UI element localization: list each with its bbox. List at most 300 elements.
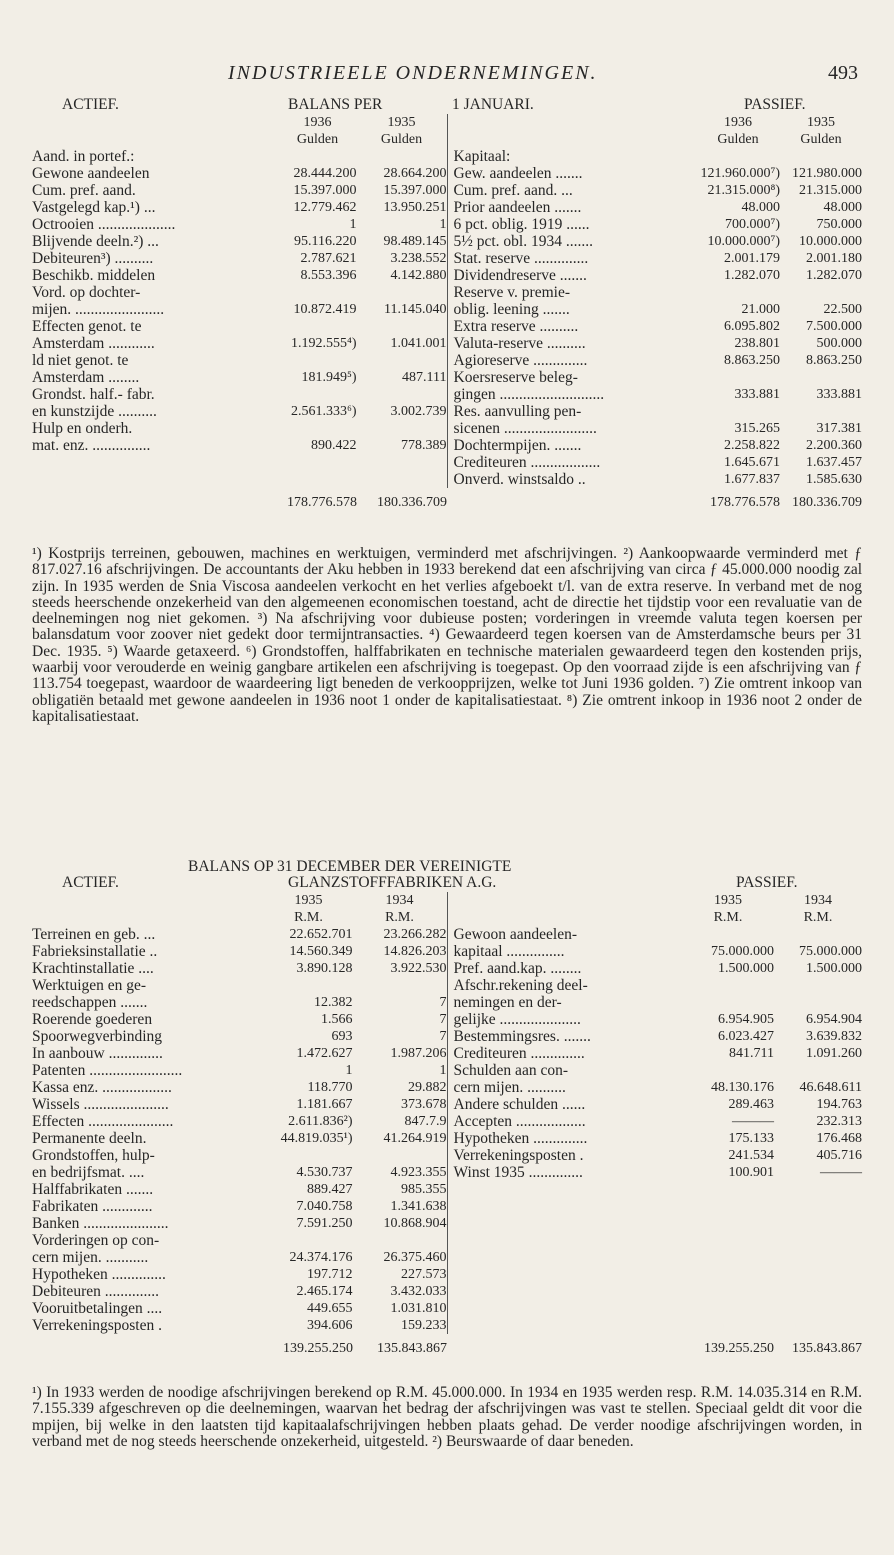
unit-header xyxy=(32,131,447,148)
value-previous: 1 xyxy=(439,1063,447,1078)
row-label: Amsterdam ........ xyxy=(32,369,140,386)
value-previous: 405.716 xyxy=(816,1148,862,1163)
balance-row xyxy=(448,267,863,284)
value-current: 3.890.128 xyxy=(296,961,353,976)
value-previous: 46.648.611 xyxy=(799,1080,862,1095)
value-previous: 487.111 xyxy=(402,370,447,385)
row-label: Extra reserve .......... xyxy=(453,318,579,335)
row-label: Vord. op dochter- xyxy=(32,284,141,301)
value-current: 1.645.671 xyxy=(724,455,780,470)
total-value: 135.843.867 xyxy=(792,1341,862,1356)
value-previous: 4.142.880 xyxy=(390,268,447,283)
value-previous: 6.954.904 xyxy=(806,1012,862,1027)
total-value: 178.776.578 xyxy=(287,495,357,510)
value-current: 48.000 xyxy=(741,200,780,215)
value-current: 4.530.737 xyxy=(296,1165,353,1180)
balance-row xyxy=(32,216,447,233)
row-label: Amsterdam ............ xyxy=(32,335,155,352)
value-previous: 13.950.251 xyxy=(383,200,447,215)
footnote-text: ¹) Kostprijs terreinen, gebouwen, machines en werktuigen, verminderd met afschrijvingen. ²) Aankoopwaarde verminderd met ƒ 817.027.16 afschrijvingen. De accountants der Aku hebben in 1933 berekend dat een afschrijving van circa ƒ 45.000.000 noodig zal zijn. In 1935 werden de Snia Viscosa aandeelen verkocht en het verlies afgeboekt t/l. van de extra reserve. In verband met de nog steeds heerschende onzekerheid van den algemeenen economischen toestand, acht de directie het tijdstip voor een revaluatie van de deelnemingen nog niet gekomen. ³) Na afschrijving voor dubieuse posten; vorderingen in vreemde valuta tegen koersen per balansdatum voor zoover niet gedekt door termijntransacties. ⁴) Gewaardeerd tegen koersen van de Amsterdamsche beurs per 31 Dec. 1935. ⁵) Waarde getaxeerd. ⁶) Grondstoffen, halffabrikaten en technische materialen gewaardeerd tegen den kostenden prijs, waarbij voor verouderde en weinig gangbare artikelen een afschrijving is toegepast. Op den voorraad zijde is een afschrijving van ƒ 113.754 toegepast, waardoor de waardeering ligt beneden de verkoopprijzen, welke tot Juni 1936 golden. ⁷) Zie omtrent inkoop van obligatiën betaald met gewone aandeelen in 1936 noot 1 onder de kapitalisatiestaat. ⁸) Zie omtrent inkoop in 1936 noot 2 onder de kapitalisatiestaat. xyxy=(32,545,862,725)
balance-row xyxy=(32,1317,447,1334)
row-label: Vastgelegd kap.¹) ... xyxy=(32,199,156,216)
row-label: Permanente deeln. xyxy=(32,1130,147,1147)
year: 1935 xyxy=(807,115,835,130)
row-label: Hypotheken .............. xyxy=(32,1266,166,1283)
value-previous: 1.500.000 xyxy=(806,961,862,976)
value-previous: 4.923.355 xyxy=(390,1165,447,1180)
value-current: 6.095.802 xyxy=(724,319,780,334)
row-label: Prior aandeelen ....... xyxy=(453,199,582,216)
row-label: cern mijen. ........... xyxy=(32,1249,149,1266)
balance-row xyxy=(32,199,447,216)
balance-row xyxy=(448,926,863,943)
value-current: 1.282.070 xyxy=(724,268,780,283)
balance-row xyxy=(32,994,447,1011)
unit: R.M. xyxy=(385,910,414,925)
row-label: gingen ........................... xyxy=(453,386,605,403)
row-label: Wissels ...................... xyxy=(32,1096,169,1113)
total-value: 135.843.867 xyxy=(377,1341,447,1356)
value-previous: 1.041.001 xyxy=(390,336,447,351)
balance-row xyxy=(448,165,863,182)
year: 1936 xyxy=(724,115,752,130)
value-current: 197.712 xyxy=(307,1267,353,1282)
balance-row xyxy=(32,267,447,284)
value-previous: 3.922.530 xyxy=(390,961,447,976)
balance-row xyxy=(32,386,447,403)
value-previous: 317.381 xyxy=(816,421,862,436)
row-label: Grondstoffen, hulp- xyxy=(32,1147,155,1164)
value-previous: 3.002.739 xyxy=(390,404,447,419)
year: 1934 xyxy=(385,893,414,908)
value-current: 289.463 xyxy=(728,1097,774,1112)
value-previous: 194.763 xyxy=(816,1097,862,1112)
year-header xyxy=(32,892,447,909)
value-current: 181.949⁵) xyxy=(301,370,357,385)
balance-row xyxy=(448,1011,863,1028)
value-current: 8.553.396 xyxy=(300,268,357,283)
value-current: 6.023.427 xyxy=(718,1029,774,1044)
value-previous: 28.664.200 xyxy=(383,166,447,181)
balance-row xyxy=(448,369,863,386)
value-previous: 778.389 xyxy=(401,438,447,453)
row-label: Res. aanvulling pen- xyxy=(453,403,582,420)
value-previous: 1.637.457 xyxy=(806,455,862,470)
balance-row xyxy=(32,352,447,369)
passief-label: PASSIEF. xyxy=(744,96,806,113)
row-label: 6 pct. oblig. 1919 ...... xyxy=(453,216,590,233)
value-previous: 10.000.000 xyxy=(799,234,862,249)
balance-title xyxy=(32,858,862,892)
page-number: 493 xyxy=(828,62,858,84)
balance-row xyxy=(32,1079,447,1096)
balance-row xyxy=(32,1215,447,1232)
value-current: 12.779.462 xyxy=(293,200,357,215)
balance-sheet-glanzstoff xyxy=(32,858,862,1357)
balance-row xyxy=(448,1113,863,1130)
value-current: 75.000.000 xyxy=(711,944,774,959)
row-label: Agioreserve .............. xyxy=(453,352,588,369)
value-previous: 7.500.000 xyxy=(806,319,862,334)
balance-row xyxy=(448,1028,863,1045)
row-label: Grondst. half.- fabr. xyxy=(32,386,155,403)
row-label: Werktuigen en ge- xyxy=(32,977,147,994)
running-title: INDUSTRIEELE ONDERNEMINGEN. xyxy=(228,62,598,84)
value-current: 12.382 xyxy=(314,995,353,1010)
value-current: 10.872.419 xyxy=(293,302,357,317)
value-previous: 847.7.9 xyxy=(404,1114,447,1129)
unit: R.M. xyxy=(294,910,323,925)
balance-row xyxy=(32,284,447,301)
row-label: Effecten genot. te xyxy=(32,318,142,335)
row-label: Kassa enz. .................. xyxy=(32,1079,172,1096)
value-current: 700.000⁷) xyxy=(724,217,780,232)
value-current: 2.258.822 xyxy=(724,438,780,453)
balance-row xyxy=(448,386,863,403)
value-previous: 227.573 xyxy=(401,1267,447,1282)
value-current: 21.000 xyxy=(741,302,780,317)
value-previous: 1.987.206 xyxy=(390,1046,447,1061)
row-label: Onverd. winstsaldo .. xyxy=(453,471,586,488)
row-label: Valuta-reserve .......... xyxy=(453,335,586,352)
value-current: 7.591.250 xyxy=(296,1216,353,1231)
value-previous: 1.031.810 xyxy=(390,1301,447,1316)
balance-row xyxy=(32,1130,447,1147)
balance-row xyxy=(448,1164,863,1181)
unit-header xyxy=(448,131,863,148)
balance-row xyxy=(32,1028,447,1045)
value-current: 15.397.000 xyxy=(293,183,357,198)
balance-row xyxy=(448,1079,863,1096)
row-label: Dochtermpijen. ....... xyxy=(453,437,582,454)
value-previous: 11.145.040 xyxy=(384,302,447,317)
value-current: 1.181.667 xyxy=(296,1097,353,1112)
row-label: Bestemmingsres. ....... xyxy=(453,1028,591,1045)
row-label: Debiteuren³) .......... xyxy=(32,250,154,267)
year-header xyxy=(32,114,447,131)
balance-row xyxy=(448,216,863,233)
assets-column xyxy=(32,892,447,1334)
balance-row xyxy=(448,182,863,199)
balance-row xyxy=(448,943,863,960)
year: 1934 xyxy=(804,893,832,908)
value-current: 6.954.905 xyxy=(718,1012,774,1027)
row-label: Winst 1935 .............. xyxy=(453,1164,583,1181)
row-label: Fabrikaten ............. xyxy=(32,1198,153,1215)
balance-row xyxy=(448,233,863,250)
balance-row xyxy=(32,1096,447,1113)
value-previous: 1.341.638 xyxy=(390,1199,447,1214)
row-label: Banken ...................... xyxy=(32,1215,169,1232)
unit: Gulden xyxy=(380,132,423,147)
balance-row xyxy=(448,352,863,369)
balance-row xyxy=(32,1062,447,1079)
row-label: sicenen ........................ xyxy=(453,420,597,437)
value-previous: 3.432.033 xyxy=(390,1284,447,1299)
value-previous: 2.200.360 xyxy=(806,438,862,453)
unit: R.M. xyxy=(803,910,833,925)
balance-row xyxy=(448,1147,863,1164)
value-current: 95.116.220 xyxy=(294,234,357,249)
row-label: Schulden aan con- xyxy=(453,1062,568,1079)
balance-row xyxy=(448,1062,863,1079)
balance-row xyxy=(32,403,447,420)
row-label: Aand. in portef.: xyxy=(32,148,135,165)
total-value: 139.255.250 xyxy=(283,1341,353,1356)
value-previous: 176.468 xyxy=(816,1131,862,1146)
value-previous: 41.264.919 xyxy=(383,1131,447,1146)
balance-row xyxy=(448,318,863,335)
value-previous: 8.863.250 xyxy=(806,353,862,368)
value-previous: 333.881 xyxy=(816,387,862,402)
row-label: Crediteuren .............. xyxy=(453,1045,585,1062)
value-previous: 22.500 xyxy=(823,302,862,317)
title-part-b: 1 JANUARI. xyxy=(452,96,534,113)
value-previous: 75.000.000 xyxy=(799,944,862,959)
value-previous: 3.238.552 xyxy=(390,251,447,266)
balance-row xyxy=(32,148,447,165)
value-current: 175.133 xyxy=(728,1131,774,1146)
value-previous: 159.233 xyxy=(401,1318,447,1333)
value-previous: 7 xyxy=(439,1029,447,1044)
balance-row xyxy=(32,1045,447,1062)
value-previous: 21.315.000 xyxy=(799,183,862,198)
value-previous: 1.585.630 xyxy=(806,472,862,487)
balance-row xyxy=(32,943,447,960)
value-current: 28.444.200 xyxy=(293,166,357,181)
value-current: 693 xyxy=(331,1029,353,1044)
balance-row xyxy=(32,1300,447,1317)
value-current: 1.192.555⁴) xyxy=(290,336,357,351)
balance-row xyxy=(32,165,447,182)
value-current: 10.000.000⁷) xyxy=(707,234,780,249)
value-current: 394.606 xyxy=(307,1318,353,1333)
value-current: 1.566 xyxy=(321,1012,353,1027)
value-current: 1 xyxy=(345,1063,353,1078)
year-header xyxy=(448,892,863,909)
row-label: nemingen en der- xyxy=(453,994,562,1011)
balance-row xyxy=(448,284,863,301)
value-previous: 500.000 xyxy=(816,336,862,351)
balance-row xyxy=(32,1266,447,1283)
balance-row xyxy=(32,1181,447,1198)
row-label: Hulp en onderh. xyxy=(32,420,133,437)
row-label: en kunstzijde .......... xyxy=(32,403,157,420)
row-label: Blijvende deeln.²) ... xyxy=(32,233,159,250)
year-header xyxy=(448,114,863,131)
value-current: 238.801 xyxy=(734,336,780,351)
value-current: 2.001.179 xyxy=(724,251,780,266)
value-current: 315.265 xyxy=(734,421,780,436)
balance-row xyxy=(32,1011,447,1028)
balance-row xyxy=(32,335,447,352)
row-label: Vorderingen op con- xyxy=(32,1232,160,1249)
row-label: Beschikb. middelen xyxy=(32,267,156,284)
balance-row xyxy=(448,250,863,267)
value-previous: 14.826.203 xyxy=(383,944,447,959)
row-label: Cum. pref. aand. ... xyxy=(453,182,573,199)
value-current: ——— xyxy=(732,1114,774,1129)
actief-label: ACTIEF. xyxy=(62,96,119,113)
balance-row xyxy=(448,960,863,977)
balance-row xyxy=(448,335,863,352)
value-current: 1.472.627 xyxy=(296,1046,353,1061)
unit: Gulden xyxy=(800,132,842,147)
balance-title xyxy=(32,96,862,114)
value-previous: 10.868.904 xyxy=(383,1216,447,1231)
year: 1935 xyxy=(294,893,323,908)
balance-row xyxy=(32,182,447,199)
value-current: 21.315.000⁸) xyxy=(707,183,780,198)
balance-row xyxy=(32,318,447,335)
balance-row xyxy=(32,1164,447,1181)
liabilities-column xyxy=(447,114,863,488)
balance-row xyxy=(448,1096,863,1113)
row-label: 5½ pct. obl. 1934 ....... xyxy=(453,233,593,250)
value-previous: 23.266.282 xyxy=(383,927,447,942)
row-label: kapitaal ............... xyxy=(453,943,565,960)
balance-row xyxy=(32,1283,447,1300)
value-current: 1.677.837 xyxy=(724,472,780,487)
balance-row xyxy=(32,1147,447,1164)
balance-row xyxy=(448,403,863,420)
value-previous: 29.882 xyxy=(408,1080,447,1095)
row-label: Afschr.rekening deel- xyxy=(453,977,588,994)
running-header xyxy=(0,62,894,86)
row-label: Fabrieksinstallatie .. xyxy=(32,943,158,960)
value-current: 1 xyxy=(349,217,357,232)
row-label: Terreinen en geb. ... xyxy=(32,926,156,943)
row-label: In aanbouw .............. xyxy=(32,1045,163,1062)
value-previous: 1.091.260 xyxy=(806,1046,862,1061)
year: 1935 xyxy=(387,115,416,130)
value-previous: 7 xyxy=(439,1012,447,1027)
row-label: Vooruitbetalingen .... xyxy=(32,1300,163,1317)
row-label: Accepten .................. xyxy=(453,1113,586,1130)
row-label: ld niet genot. te xyxy=(32,352,129,369)
balance-row xyxy=(32,977,447,994)
title-part-b: GLANZSTOFFFABRIKEN A.G. xyxy=(288,874,497,891)
totals-row xyxy=(32,494,862,511)
row-label: Pref. aand.kap. ........ xyxy=(453,960,582,977)
value-current: 2.611.836²) xyxy=(288,1114,353,1129)
unit-header xyxy=(448,909,863,926)
row-label: Gewoon aandeelen- xyxy=(453,926,578,943)
value-previous: 2.001.180 xyxy=(806,251,862,266)
row-label: mat. enz. ............... xyxy=(32,437,151,454)
balance-row xyxy=(32,1249,447,1266)
value-current: 14.560.349 xyxy=(289,944,353,959)
value-previous: 373.678 xyxy=(401,1097,447,1112)
value-previous: 3.639.832 xyxy=(806,1029,862,1044)
row-label: gelijke ..................... xyxy=(453,1011,581,1028)
row-label: Hypotheken .............. xyxy=(453,1130,588,1147)
row-label: reedschappen ....... xyxy=(32,994,148,1011)
value-current: 22.652.701 xyxy=(289,927,353,942)
balance-row xyxy=(448,301,863,318)
value-previous: ——— xyxy=(820,1165,862,1180)
value-current: 449.655 xyxy=(307,1301,353,1316)
value-previous: 985.355 xyxy=(401,1182,447,1197)
value-current: 889.427 xyxy=(307,1182,353,1197)
row-label: Roerende goederen xyxy=(32,1011,153,1028)
liabilities-column xyxy=(447,892,863,1334)
balance-row xyxy=(448,437,863,454)
value-current: 8.863.250 xyxy=(724,353,780,368)
unit: R.M. xyxy=(713,910,743,925)
value-current: 44.819.035¹) xyxy=(280,1131,353,1146)
value-previous: 26.375.460 xyxy=(383,1250,447,1265)
row-label: Verrekeningsposten . xyxy=(32,1317,162,1334)
balance-row xyxy=(32,1232,447,1249)
row-label: Stat. reserve .............. xyxy=(453,250,589,267)
row-label: Patenten ........................ xyxy=(32,1062,183,1079)
row-label: Debiteuren .............. xyxy=(32,1283,159,1300)
balance-row xyxy=(32,233,447,250)
row-label: Reserve v. premie- xyxy=(453,284,570,301)
value-current: 333.881 xyxy=(734,387,780,402)
total-value: 139.255.250 xyxy=(704,1341,774,1356)
value-previous: 1 xyxy=(439,217,447,232)
value-previous: 1.282.070 xyxy=(806,268,862,283)
value-current: 2.465.174 xyxy=(296,1284,353,1299)
row-label: Crediteuren .................. xyxy=(453,454,601,471)
row-label: Krachtinstallatie .... xyxy=(32,960,154,977)
row-label: Spoorwegverbinding xyxy=(32,1028,163,1045)
balance-row xyxy=(32,250,447,267)
unit: Gulden xyxy=(296,132,339,147)
value-current: 2.787.621 xyxy=(300,251,357,266)
balance-row xyxy=(448,994,863,1011)
assets-column xyxy=(32,114,447,488)
totals-row xyxy=(32,1340,862,1357)
balance-row xyxy=(32,301,447,318)
row-label: Koersreserve beleg- xyxy=(453,369,578,386)
value-current: 100.901 xyxy=(728,1165,774,1180)
row-label: oblig. leening ....... xyxy=(453,301,570,318)
balance-row xyxy=(448,1045,863,1062)
balance-row xyxy=(448,148,863,165)
value-previous: 7 xyxy=(439,995,447,1010)
footnotes-1 xyxy=(32,546,862,725)
passief-label: PASSIEF. xyxy=(736,874,798,891)
total-value: 180.336.709 xyxy=(792,495,862,510)
value-previous: 121.980.000 xyxy=(792,166,862,181)
row-label: Kapitaal: xyxy=(453,148,511,165)
value-current: 7.040.758 xyxy=(296,1199,353,1214)
value-previous: 15.397.000 xyxy=(383,183,447,198)
row-label: cern mijen. .......... xyxy=(453,1079,566,1096)
footnotes-2 xyxy=(32,1385,862,1450)
balance-row xyxy=(32,437,447,454)
balance-row xyxy=(32,1113,447,1130)
value-current: 121.960.000⁷) xyxy=(700,166,780,181)
balance-row xyxy=(32,420,447,437)
total-value: 180.336.709 xyxy=(377,495,447,510)
value-previous: 232.313 xyxy=(816,1114,862,1129)
balance-row xyxy=(32,369,447,386)
row-label: Andere schulden ...... xyxy=(453,1096,586,1113)
value-previous: 48.000 xyxy=(823,200,862,215)
unit: Gulden xyxy=(717,132,759,147)
value-current: 890.422 xyxy=(311,438,357,453)
balance-row xyxy=(448,471,863,488)
balance-row xyxy=(32,926,447,943)
year: 1936 xyxy=(303,115,332,130)
title-part-a: BALANS PER xyxy=(288,96,383,113)
title-part-a: BALANS OP 31 DECEMBER DER VEREINIGTE xyxy=(188,858,512,875)
row-label: Verrekeningsposten . xyxy=(453,1147,584,1164)
